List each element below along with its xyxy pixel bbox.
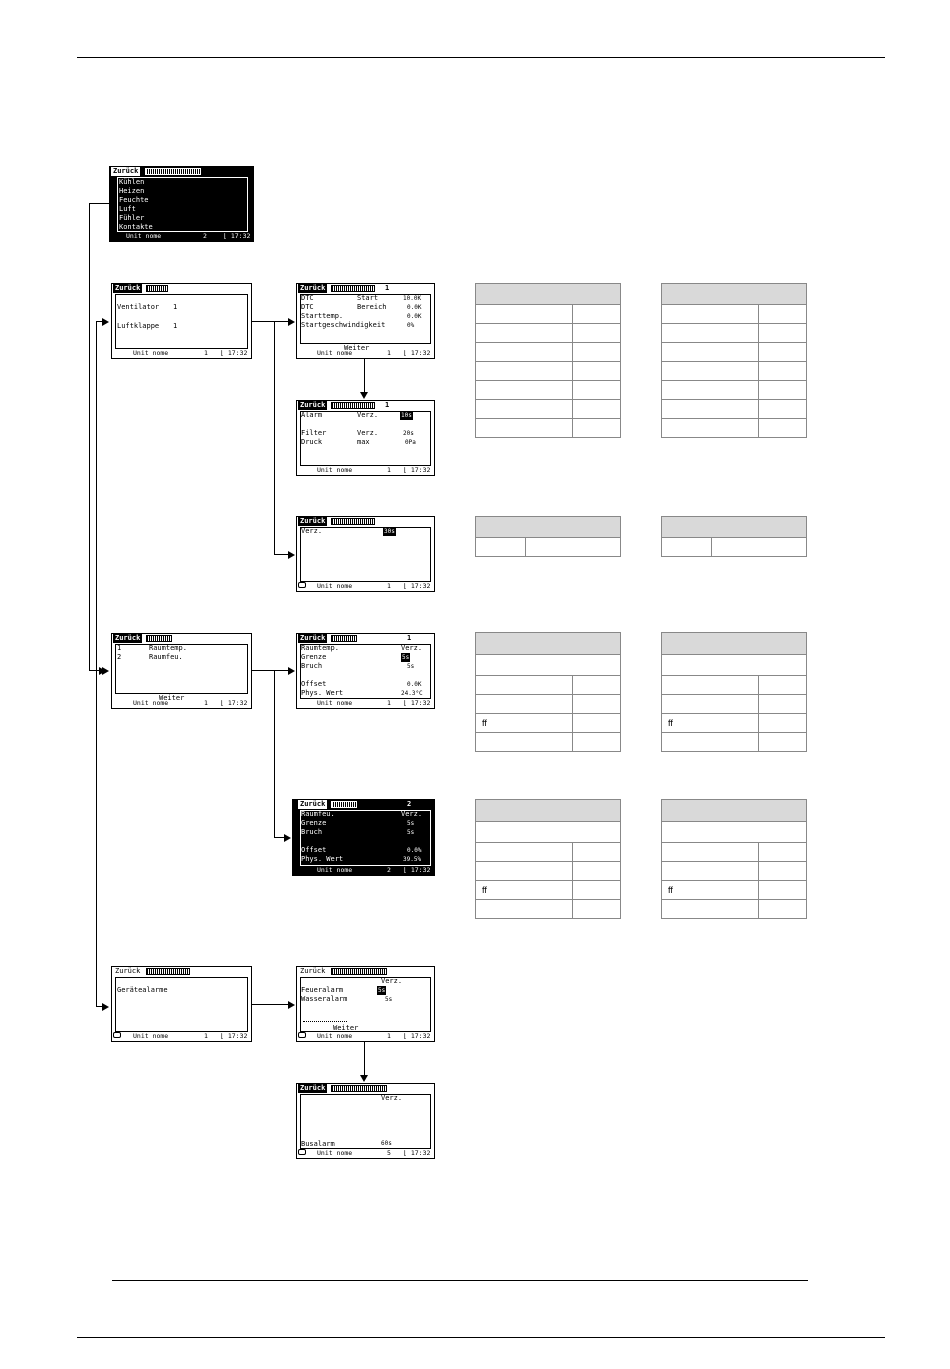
table-cell (476, 676, 573, 695)
param-label: Busalarm (301, 1140, 335, 1148)
table-cell (476, 381, 573, 400)
table-fuehler2-right (661, 799, 807, 919)
status-bar (112, 349, 251, 358)
screen-luft-alarm (296, 400, 435, 476)
status-bar (112, 699, 251, 708)
param-sub: Start (357, 294, 379, 302)
status-bar (112, 1032, 251, 1041)
table-cell (573, 400, 621, 419)
table-cell (662, 862, 759, 881)
arrow-right (288, 667, 295, 675)
back-button[interactable]: Zurück (300, 800, 326, 808)
param-label: DTC (301, 294, 314, 302)
status-bar (297, 1149, 434, 1158)
table-cell (476, 900, 573, 919)
unit-name: Unit nome (317, 466, 353, 474)
table-cell (759, 714, 807, 733)
clock: ⌊ 17:32 (220, 699, 248, 707)
screen-number: 2 (407, 800, 412, 808)
table-cell (662, 305, 759, 324)
screen-geraetealarme-2 (296, 1083, 435, 1159)
status-bar (297, 466, 434, 475)
menu-item-feuchte[interactable]: Feuchte (119, 196, 149, 204)
table-cell (573, 733, 621, 752)
arrow-right (288, 318, 295, 326)
table-cell (662, 538, 712, 557)
sensor-label[interactable]: Raumtemp. (149, 644, 187, 652)
param-label: Bruch (301, 662, 323, 670)
back-button[interactable]: Zurück (115, 634, 141, 642)
sensor-number: 2 (117, 653, 122, 661)
table-klappe-right (661, 516, 807, 557)
unit-name: Unit nome (317, 1149, 353, 1157)
status-bar (297, 1032, 434, 1041)
header-rule (77, 57, 885, 58)
table-cell (573, 343, 621, 362)
param-value[interactable]: 0.0K (407, 304, 422, 311)
param-value-selected[interactable]: 5s (402, 654, 410, 661)
enter-icon[interactable] (113, 1032, 121, 1038)
table-cell (759, 695, 807, 714)
screen-luft (111, 283, 252, 359)
param-label: Alarm (301, 411, 323, 419)
connector-line (364, 359, 365, 393)
table-fuehler2-left (475, 799, 621, 919)
table-header (662, 633, 807, 655)
table-cell (759, 343, 807, 362)
column-header: Verz. (401, 810, 423, 818)
page-number: 1 (204, 1032, 208, 1040)
table-cell (759, 843, 807, 862)
table-cell (573, 324, 621, 343)
table-cell (759, 900, 807, 919)
table-cell (573, 695, 621, 714)
sensor-title: Raumtemp. (301, 644, 339, 652)
clock: ⌊ 17:32 (403, 582, 431, 590)
param-label: Offset (301, 846, 327, 854)
table-luft-right (661, 283, 807, 438)
table-cell (759, 733, 807, 752)
row-value: 1 (173, 322, 178, 330)
unit-name: Unit nome (133, 699, 169, 707)
connector-line (89, 203, 109, 204)
page-number: 1 (387, 466, 391, 474)
enter-icon[interactable] (298, 1149, 306, 1155)
screen-title (146, 968, 190, 975)
param-value-selected[interactable]: 10s (401, 412, 412, 419)
table-cell: ff (662, 714, 759, 733)
param-label: Filter (301, 429, 327, 437)
back-button[interactable]: Zurück (115, 284, 141, 292)
unit-name: Unit nome (317, 582, 353, 590)
param-value[interactable]: 0.0K (407, 681, 422, 688)
row-value: 1 (173, 303, 178, 311)
table-cell (662, 324, 759, 343)
page-number: 1 (387, 349, 391, 357)
menu-item-geraetealarme[interactable]: Gerätealarme (117, 986, 168, 994)
table-cell (662, 400, 759, 419)
status-bar (297, 699, 434, 708)
table-cell (476, 324, 573, 343)
table-cell (759, 381, 807, 400)
param-sub: max (357, 438, 370, 446)
back-button[interactable]: Zurück (115, 967, 141, 975)
param-label: Druck (301, 438, 323, 446)
table-cell (662, 843, 759, 862)
screen-geraetealarme-1 (296, 966, 435, 1042)
status-bar (297, 349, 434, 358)
param-value[interactable]: 0Pa (405, 439, 416, 446)
param-label: Verz. (301, 527, 323, 535)
screen-number: 1 (407, 634, 412, 642)
table-cell (573, 714, 621, 733)
table-cell (476, 822, 621, 843)
menu-item-kuehlen[interactable]: Kühlen (119, 178, 145, 186)
param-value[interactable]: 5s (407, 829, 415, 836)
page-number: 1 (204, 699, 208, 707)
table-cell (573, 676, 621, 695)
param-label: Starttemp. (301, 312, 344, 320)
column-header: Verz. (381, 977, 403, 985)
arrow-right (102, 1003, 109, 1011)
connector-line (274, 321, 275, 554)
table-cell (573, 843, 621, 862)
unit-name: Unit nome (133, 1032, 169, 1040)
screen-title (331, 402, 375, 409)
table-header (476, 633, 621, 655)
screen-fuehler-1 (296, 633, 435, 709)
table-cell (476, 343, 573, 362)
table-cell (573, 381, 621, 400)
param-label: Feueralarm (301, 986, 344, 994)
back-button[interactable]: Zurück (113, 167, 139, 175)
sensor-label[interactable]: Raumfeu. (149, 653, 183, 661)
arrow-right (284, 834, 291, 842)
back-button[interactable]: Zurück (300, 967, 326, 975)
table-cell (476, 843, 573, 862)
param-label: Wasseralarm (301, 995, 348, 1003)
table-cell (476, 362, 573, 381)
table-luft-left (475, 283, 621, 438)
param-value[interactable]: 20s (403, 430, 414, 437)
weiter-link[interactable]: Weiter (344, 344, 370, 352)
table-cell (662, 362, 759, 381)
screen-komponenten (109, 166, 254, 242)
screen-fuehler-2 (292, 799, 435, 876)
screen-title (331, 1085, 387, 1092)
back-button[interactable]: Zurück (300, 284, 326, 292)
back-button[interactable]: Zurück (300, 401, 326, 409)
param-label: Phys. Wert (301, 855, 344, 863)
table-fuehler1-right (661, 632, 807, 752)
column-header: Verz. (401, 644, 423, 652)
unit-name: Unit nome (126, 232, 162, 240)
table-cell (759, 862, 807, 881)
param-value[interactable]: 0% (407, 322, 415, 329)
table-cell (759, 305, 807, 324)
menu-item-kontakte[interactable]: Kontakte (119, 223, 153, 231)
menu-item-heizen[interactable]: Heizen (119, 187, 145, 195)
menu-item-fuehler[interactable]: Fühler (119, 214, 145, 222)
param-label: Bruch (301, 828, 323, 836)
clock: ⌊ 17:32 (220, 349, 248, 357)
screen-luft-dtc (296, 283, 435, 359)
param-label: Grenze (301, 653, 327, 661)
table-cell (662, 381, 759, 400)
table-cell (573, 862, 621, 881)
clock: ⌊ 17:32 (403, 1149, 431, 1157)
table-cell (476, 733, 573, 752)
table-cell (759, 324, 807, 343)
param-label: DTC (301, 303, 314, 311)
table-header (662, 517, 807, 538)
table-cell (662, 900, 759, 919)
divider (303, 1021, 347, 1022)
unit-name: Unit nome (317, 1032, 353, 1040)
back-button[interactable]: Zurück (300, 1084, 326, 1092)
screen-title (146, 285, 168, 292)
table-cell (662, 655, 807, 676)
param-value[interactable]: 39.5% (403, 856, 422, 863)
table-cell: ff (662, 881, 759, 900)
param-sub: Verz. (357, 411, 379, 419)
table-fuehler1-left (475, 632, 621, 752)
connector-line (96, 321, 97, 1007)
table-cell (476, 419, 573, 438)
screen-kontakte (111, 966, 252, 1042)
status-bar (293, 866, 434, 875)
table-cell (476, 695, 573, 714)
page-number: 1 (387, 582, 391, 590)
arrow-right (288, 1001, 295, 1009)
enter-icon[interactable] (298, 1032, 306, 1038)
param-value[interactable]: 5s (407, 663, 415, 670)
connector-line (274, 670, 275, 837)
table-cell (573, 362, 621, 381)
table-cell (662, 419, 759, 438)
table-cell (526, 538, 621, 557)
param-value[interactable]: 24.3°C (401, 690, 423, 697)
table-cell (476, 305, 573, 324)
column-header: Verz. (381, 1094, 403, 1102)
sensor-number: 1 (117, 644, 122, 652)
arrow-right (102, 667, 109, 675)
table-cell (476, 862, 573, 881)
status-bar (110, 232, 253, 241)
table-cell (759, 676, 807, 695)
table-cell (759, 419, 807, 438)
param-value[interactable]: 0.0K (407, 313, 422, 320)
screen-title (331, 968, 387, 975)
enter-icon[interactable] (298, 582, 306, 588)
screen-title (145, 168, 201, 175)
table-cell (573, 900, 621, 919)
connector-line (89, 203, 90, 670)
connector-line (274, 554, 289, 555)
param-label: Startgeschwindigkeit (301, 321, 386, 329)
unit-name: Unit nome (317, 699, 353, 707)
table-cell (759, 362, 807, 381)
table-header (662, 800, 807, 822)
table-cell (662, 343, 759, 362)
table-cell (662, 695, 759, 714)
page-number: 2 (203, 232, 207, 240)
param-label: Grenze (301, 819, 327, 827)
screen-fuehler (111, 633, 252, 709)
clock: ⌊ 17:32 (403, 349, 431, 357)
connector-line (364, 1042, 365, 1076)
table-header (476, 800, 621, 822)
clock: ⌊ 17:32 (403, 466, 431, 474)
back-button[interactable]: Zurück (300, 517, 326, 525)
page-number: 5 (387, 1149, 391, 1157)
table-cell (662, 822, 807, 843)
footnote-rule (112, 1280, 808, 1281)
screen-luftklappe (296, 516, 435, 592)
screen-number: 1 (385, 284, 390, 292)
screen-title (331, 518, 375, 525)
arrow-down (360, 1075, 368, 1082)
table-cell (759, 400, 807, 419)
clock: ⌊ 17:32 (220, 1032, 248, 1040)
param-value[interactable]: 0.0% (407, 847, 422, 854)
param-label: Offset (301, 680, 327, 688)
param-sub: Verz. (357, 429, 379, 437)
param-sub: Bereich (357, 303, 387, 311)
param-label: Phys. Wert (301, 689, 344, 697)
screen-title (146, 635, 172, 642)
clock: ⌊ 17:32 (403, 1032, 431, 1040)
unit-name: Unit nome (317, 866, 353, 874)
row-label[interactable]: Ventilator (117, 303, 160, 311)
page-number: 1 (387, 1032, 391, 1040)
page-number: 1 (387, 699, 391, 707)
screen-title (331, 635, 357, 642)
param-value[interactable]: 60s (381, 1140, 392, 1147)
param-value[interactable]: 5s (407, 820, 415, 827)
table-cell (573, 305, 621, 324)
arrow-down (360, 392, 368, 399)
arrow-right (102, 318, 109, 326)
page-number: 2 (387, 866, 391, 874)
back-button[interactable]: Zurück (300, 634, 326, 642)
table-cell: ff (476, 714, 573, 733)
arrow-right (288, 551, 295, 559)
clock: ⌊ 17:32 (223, 232, 251, 240)
screen-title (331, 285, 375, 292)
weiter-link[interactable]: Weiter (159, 694, 185, 702)
footer-rule (77, 1337, 885, 1338)
table-cell (759, 881, 807, 900)
screen-number: 1 (385, 401, 390, 409)
unit-name: Unit nome (317, 349, 353, 357)
table-cell (476, 655, 621, 676)
weiter-link[interactable]: Weiter (333, 1024, 359, 1032)
table-cell (712, 538, 807, 557)
param-value-selected[interactable]: 30s (384, 528, 395, 535)
table-cell (662, 676, 759, 695)
connector-line (252, 1004, 289, 1005)
connector-line (252, 670, 289, 671)
table-cell (476, 400, 573, 419)
menu-item-luft[interactable]: Luft (119, 205, 136, 213)
screen-title (331, 801, 357, 808)
connector-line (252, 321, 289, 322)
table-cell (573, 881, 621, 900)
row-label[interactable]: Luftklappe (117, 322, 160, 330)
table-header (476, 517, 621, 538)
table-cell: ff (476, 881, 573, 900)
status-bar (297, 582, 434, 591)
clock: ⌊ 17:32 (403, 699, 431, 707)
table-cell (476, 538, 526, 557)
unit-name: Unit nome (133, 349, 169, 357)
page-number: 1 (204, 349, 208, 357)
param-value[interactable]: 10.0K (403, 295, 422, 302)
table-cell (662, 733, 759, 752)
param-value-selected[interactable]: 5s (378, 987, 386, 994)
param-value[interactable]: 5s (385, 996, 393, 1003)
clock: ⌊ 17:32 (403, 866, 431, 874)
table-header (662, 284, 807, 305)
sensor-title: Raumfeu. (301, 810, 335, 818)
table-cell (573, 419, 621, 438)
table-header (476, 284, 621, 305)
table-klappe-left (475, 516, 621, 557)
